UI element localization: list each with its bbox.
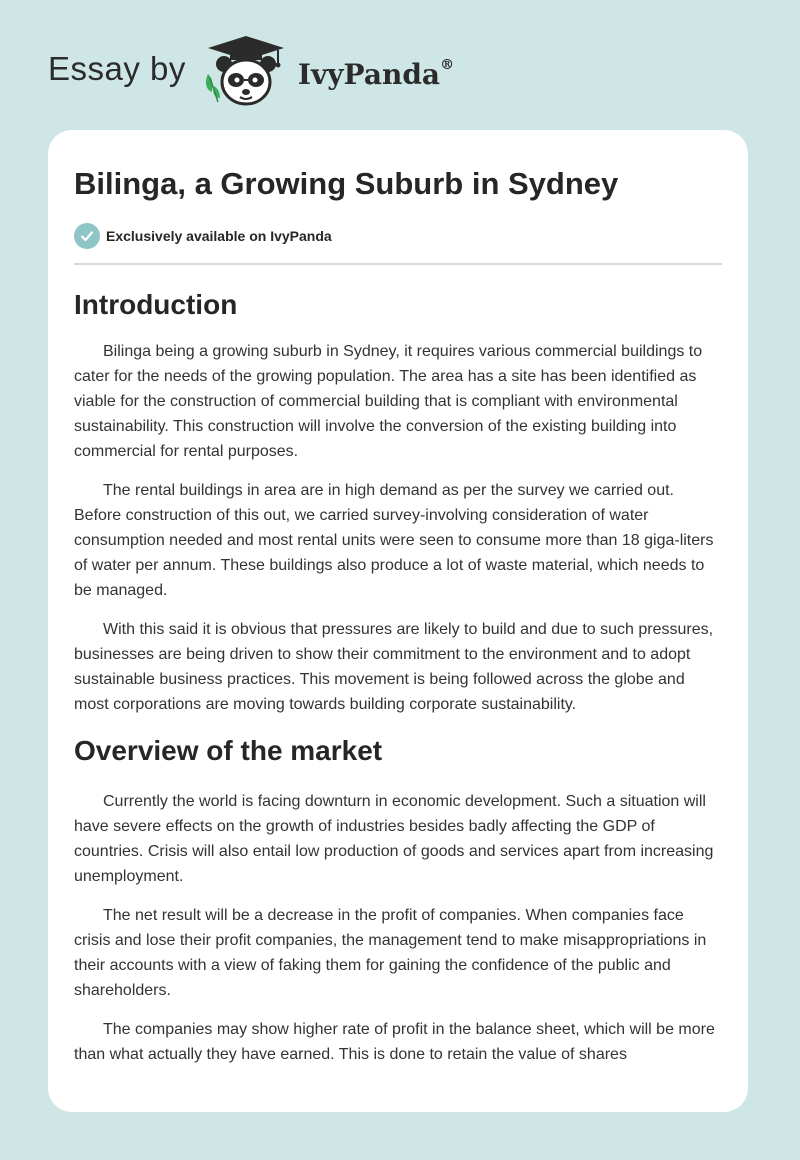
essay-by-label: Essay by (48, 50, 186, 87)
panda-logo-icon[interactable] (200, 34, 292, 110)
brand-name[interactable] (298, 58, 454, 91)
paragraph: Currently the world is facing downturn in economic development. Such a situation will have severe effects on the growth of industries besides badly affecting the GDP of countries. Crisis will also entail low production of goods and services apart from increasing unemployment. (74, 793, 714, 885)
paragraph: The net result will be a decrease in the profit of companies. When companies face crisis and lose their profit companies, the management tend to make misappropriations in their accounts with a view of faking them for gaining the confidence of the public and shareholders. (74, 907, 707, 999)
paragraph: The companies may show higher rate of profit in the balance sheet, which will be more than what actually they have earned. This is done to retain the value of shares (74, 1021, 715, 1063)
paragraph: Bilinga being a growing suburb in Sydney, it requires various commercial buildings to cater for the needs of the growing population. The area has a site has been identified as viable for the construction of commercial building that is compliant with environmental sustainability. This construction will involve the conversion of the existing building into commercial for rental purposes. (74, 343, 703, 460)
title-divider (74, 263, 722, 265)
check-icon (74, 223, 100, 249)
section-heading: Overview of the market (74, 735, 383, 766)
badge-label: Exclusively available on IvyPanda (106, 228, 332, 244)
section-heading: Introduction (74, 289, 238, 320)
essay-card (48, 130, 748, 1112)
registered-mark: ® (440, 57, 455, 74)
brand-label: IvyPanda (297, 57, 441, 91)
paragraph: With this said it is obvious that pressures are likely to build and due to such pressures, businesses are being driven to show their commitment to the environment and to adopt sustainable business practices. This movement is being followed across the globe and most corporations are moving towards building corporate sustainability. (74, 621, 714, 713)
site-header (48, 34, 454, 110)
exclusive-badge (74, 223, 722, 249)
page-title: Bilinga, a Growing Suburb in Sydney (74, 166, 619, 201)
paragraph: The rental buildings in area are in high demand as per the survey we carried out. Before construction of this out, we carried survey-involving consideration of water consumption needed and most rental units were seen to consume more than 18 giga-liters of water per annum. These buildings also produce a lot of waste material, which needs to be managed. (74, 482, 714, 599)
